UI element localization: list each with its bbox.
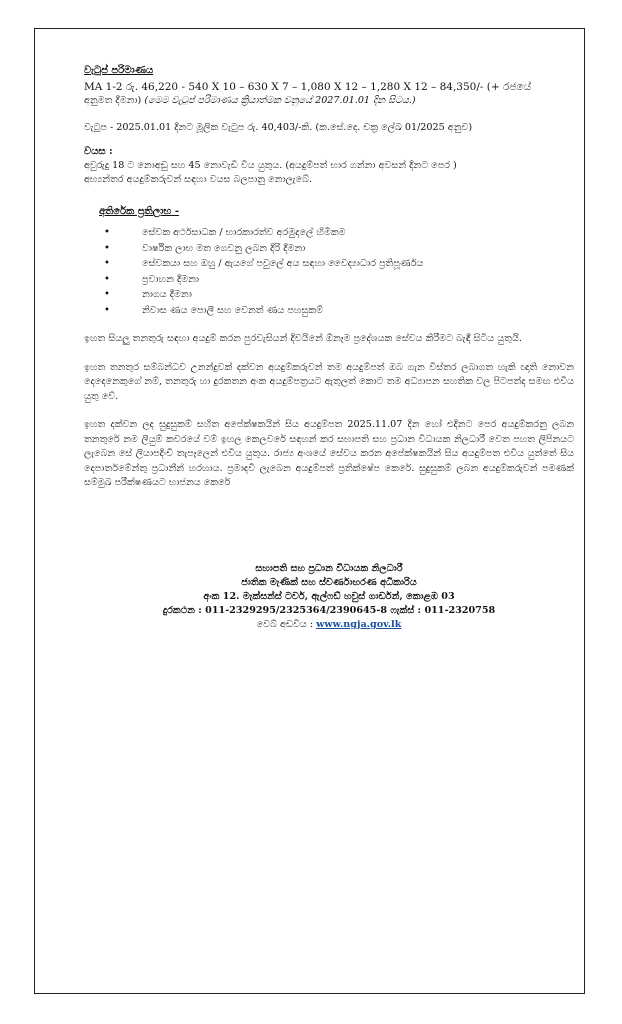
age-line-1: අවුරුදු 18 ට නොඅඩු සහ 45 නොවැඩි විය යුතුය. (අයදුම්පත් භාර ගන්නා අවසන් දිනට පෙර ) — [84, 160, 457, 171]
footer-organization: ජාතික මැණික් සහ ස්වර්ණාභරණ අධිකාරිය — [241, 577, 417, 588]
salary-scale-line: MA 1-2 රු. 46,220 - 540 X 10 – 630 X 7 – 1,080 X 12 – 1,280 X 12 – 84,350/- (+ රජයේ — [84, 81, 532, 93]
benefits-list — [84, 225, 574, 318]
footer-designation: සභාපති සහ ප්‍රධාන විධායක නිලධාරී — [255, 563, 403, 574]
footer-phone-fax: දුරකථන : 011-2329295/2325364/2390645-8 ෆැක්ස් : 011-2320758 — [162, 605, 496, 616]
list-item — [84, 225, 574, 241]
salary-scale-cont: අනුමත දීමනා) — [84, 95, 142, 106]
benefit-text: නාගය දීමනා — [142, 289, 192, 300]
salary-scale-note: (මෙම වැටුප් පරිමාණය ක්‍රියාත්මක වනුයේ 2027.01.01 දින සිටය.) — [144, 95, 416, 106]
benefits-title: අතිරේක ප්‍රතිලාභ - — [99, 206, 180, 217]
list-item — [84, 241, 574, 257]
footer-address: අංක 12. මැක්සන්ස් ටවර්, ඇල්ෆඩ් හවුස් ගාර්ඩන්, කොළඹ 03 — [203, 591, 455, 602]
referees-paragraph: ඉහත තනතුර සම්බන්ධව උනන්දුවක් දක්වන අයදුම්කරුවන් තම අයදුම්පත් ඔබ ගැන විස්තර ලබාගත හැකි ඥාති නොවන දෙදෙනෙකුගේ නම්, තනතුරු හා දුරකතන අංක අයදුම්පත්‍රයට ඇතුලත් කොට තම අධ්‍යාපන සහතික වල පිටපත්ද සමඟ එවිය යුතු වේ. — [84, 361, 574, 402]
age-title: වයස : — [84, 146, 113, 157]
bullet-icon: • — [104, 227, 110, 238]
bullet-icon: • — [104, 289, 110, 300]
benefit-text: සේවකයා සහ ඔහු / ඇයගේ පවුලේ අය සඳහා වෛද්‍යාධාර ප්‍රතිපූර්ණය — [142, 258, 424, 269]
benefit-text: ප්‍රවාහන දීමනා — [142, 273, 200, 285]
salary-scale — [84, 80, 574, 108]
age-line-2: අභ්‍යන්තර අයදුම්කරුවන් සඳහා වයස බලපානු නොලැබේ. — [84, 174, 313, 185]
list-item — [84, 287, 574, 303]
benefit-text: සේවක අර්ථසාධක / භාරකාරත්ව අරමුදලේ හිමිකම — [142, 227, 346, 238]
base-salary: වැටුප - 2025.01.01 දිනට මූලික වැටුප රු. 40,403/-කි. (ක.සේ.දෙ. චක්‍ර ලේඛ 01/2025 අනුව) — [84, 122, 473, 133]
salary-scale-line-2 — [84, 94, 574, 108]
service-paragraph: ඉහත සියලු තනතුරු සඳහා අයදුම් කරන පුරවැසියන් දිවයිනේ ඕනෑම ප්‍රදේශයක සේවය කිරීමට බැඳී සිටිය යුතුයි. — [84, 333, 522, 344]
website-link[interactable]: www.ngja.gov.lk — [316, 619, 402, 630]
bullet-icon: • — [104, 258, 110, 269]
salary-scale-title: වැටුප් පරිමාණය — [84, 65, 154, 76]
submission-paragraph: ඉහත දක්වන ලද සුදුසුකම් සහිත අපේක්ෂකයින් සිය අයදුම්පත 2025.11.07 දින හෝ එදිනට පෙර අයදුම්කරනු ලබන තනතුරේ නම ලියුම් කවරයේ වම් ඉහල කෙලවරේ සඳහන් කර සභාපති සහ ප්‍රධාන විධායක නිලධාරී වෙත පහත ලිපිනයට ලැබෙන සේ ලියාපදිංචි තැපෑලෙන් එවිය යුතුය. රාජ්‍ය අංශයේ සේවය කරන අපේක්ෂකයින් සිය අයදුම්පත එවිය යුත්තේ සිය දෙපාර්තමේන්තු ප්‍රධානීන් හරහාය. ප්‍රමාදවී ලැබෙන අයදුම්පත් ප්‍රතික්ෂේප කෙරේ. සුදුසුකම් ලබන අයදුම්කරුවන් පමණක් සම්මුඛ පරීක්ෂණයට භාජනය කෙරේ — [84, 419, 574, 488]
list-item — [84, 256, 574, 272]
benefit-text: නිවාස ණය පොලී සහ වෙනත් ණය පහසුකම් — [142, 304, 323, 316]
contact-footer — [84, 562, 574, 632]
website-label: වෙබ් අඩවිය : — [256, 619, 317, 630]
bullet-icon: • — [104, 304, 110, 316]
list-item — [84, 303, 574, 319]
document-body — [84, 64, 574, 491]
footer-website — [84, 618, 574, 632]
benefit-text: වාර්ෂික ලාභ මත ගෙවනු ලබන දිරි දීමනා — [142, 242, 306, 254]
bullet-icon: • — [104, 273, 110, 285]
list-item — [84, 272, 574, 288]
bullet-icon: • — [104, 242, 110, 254]
